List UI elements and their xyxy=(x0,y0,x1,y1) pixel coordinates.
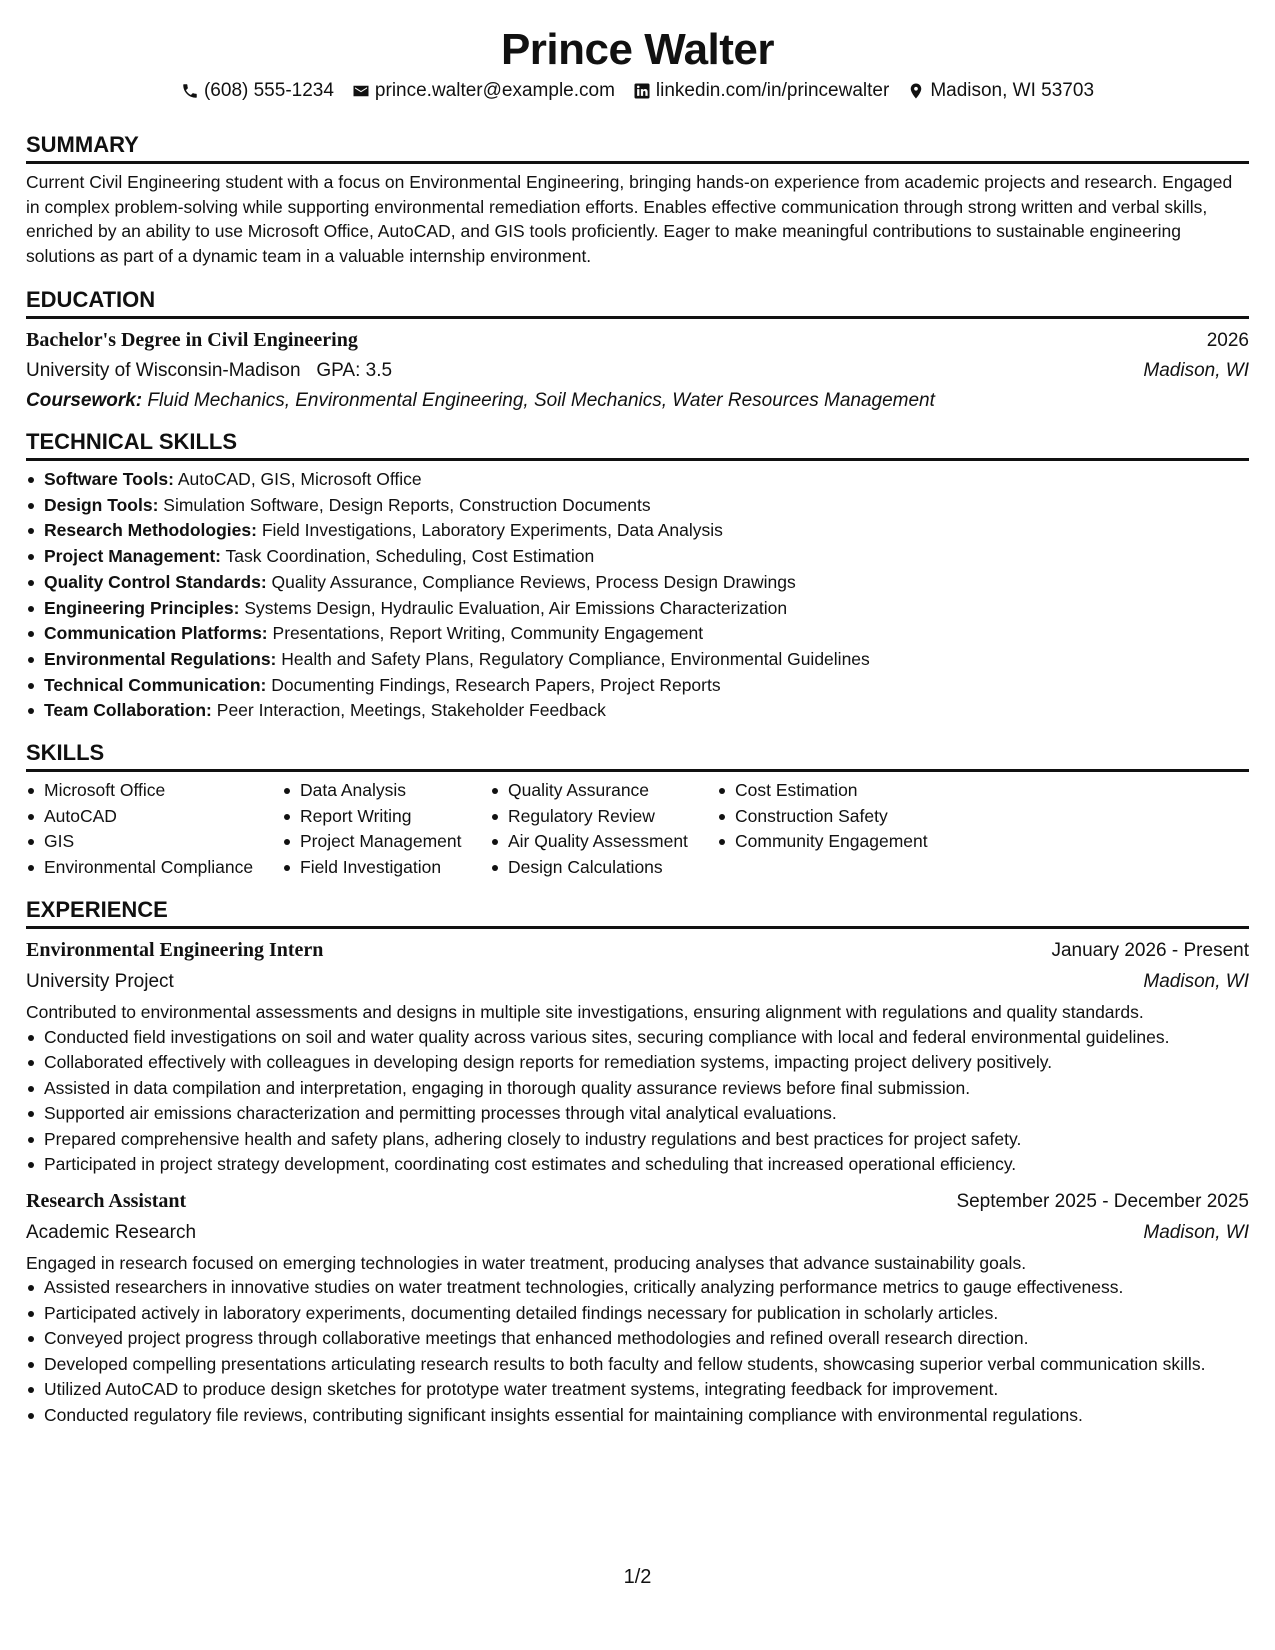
skill-category: Design Tools: xyxy=(44,494,159,515)
technical-skills-list xyxy=(26,467,1249,724)
list-item xyxy=(44,493,1249,519)
job-organization: University Project xyxy=(26,971,174,992)
contact-linkedin[interactable] xyxy=(633,79,889,103)
list-item xyxy=(44,596,1249,622)
email-text[interactable]: prince.walter@example.com xyxy=(374,80,615,101)
list-item xyxy=(44,570,1249,596)
skills-column xyxy=(717,778,965,881)
skills-column xyxy=(26,778,282,881)
skills-column xyxy=(490,778,717,881)
skill-category: Engineering Principles: xyxy=(44,597,240,618)
list-item: Conducted regulatory file reviews, contributing significant insights essential for maintaining compliance with environmental regulations. xyxy=(44,1403,1249,1428)
list-item: Assisted in data compilation and interpretation, engaging in thorough quality assurance reviews before final submission. xyxy=(44,1076,1249,1101)
experience-heading: EXPERIENCE xyxy=(26,896,1249,929)
list-item xyxy=(44,621,1249,647)
skill-values: Task Coordination, Scheduling, Cost Estimation xyxy=(225,546,595,567)
contact-location xyxy=(907,79,1094,103)
list-item: Environmental Compliance xyxy=(44,855,282,881)
coursework-list: Fluid Mechanics, Environmental Engineering, Soil Mechanics, Water Resources Management xyxy=(147,390,935,411)
experience-section xyxy=(26,896,1249,1428)
list-item xyxy=(44,673,1249,699)
job-dates: September 2025 - December 2025 xyxy=(956,1190,1249,1212)
list-item: Prepared comprehensive health and safety plans, adhering closely to industry regulations and best practices for project safety. xyxy=(44,1127,1249,1152)
skill-category: Research Methodologies: xyxy=(44,520,257,541)
job-entry xyxy=(26,1186,1249,1428)
resume-page xyxy=(26,0,1249,1650)
skill-values: Field Investigations, Laboratory Experiments, Data Analysis xyxy=(261,520,723,541)
list-item xyxy=(44,544,1249,570)
skill-values: Presentations, Report Writing, Community Engagement xyxy=(272,623,704,644)
school-line xyxy=(26,356,392,386)
summary-text: Current Civil Engineering student with a focus on Environmental Engineering, bringing hands-on experience from academic projects and research. Engaged in complex problem-solving while supporting environmental remediation efforts. Enables effective communication through strong written and verbal skills, enriched by an ability to use Microsoft Office, AutoCAD, and GIS tools proficiently. Eager to make meaningful contributions to sustainable engineering solutions as part of a dynamic team in a valuable internship environment. xyxy=(26,172,1233,266)
gpa: GPA: 3.5 xyxy=(316,360,393,381)
list-item: Conducted field investigations on soil and water quality across various sites, securing compliance with local and federal environmental guidelines. xyxy=(44,1025,1249,1050)
skills-grid xyxy=(26,778,1249,881)
list-item: Design Calculations xyxy=(508,855,717,881)
graduation-year: 2026 xyxy=(1206,330,1249,351)
phone-icon xyxy=(181,82,199,100)
job-organization: Academic Research xyxy=(26,1221,197,1243)
skill-category: Team Collaboration: xyxy=(44,700,212,721)
location-text: Madison, WI 53703 xyxy=(930,80,1095,101)
list-item: Quality Assurance xyxy=(508,778,717,804)
list-item xyxy=(44,467,1249,493)
skill-values: Documenting Findings, Research Papers, Project Reports xyxy=(271,674,721,695)
education-degree-row xyxy=(26,325,1249,356)
skills-section xyxy=(26,739,1249,881)
skill-values: Peer Interaction, Meetings, Stakeholder Feedback xyxy=(216,700,606,721)
job-title: Research Assistant xyxy=(26,1189,187,1212)
map-pin-icon xyxy=(907,82,925,100)
skills-heading: SKILLS xyxy=(26,739,1249,772)
skills-column xyxy=(282,778,490,881)
list-item: GIS xyxy=(44,829,282,855)
list-item: Collaborated effectively with colleagues in developing design reports for remediation systems, impacting project delivery positively. xyxy=(44,1050,1249,1075)
list-item: Data Analysis xyxy=(300,778,490,804)
envelope-icon xyxy=(352,82,370,100)
job-bullets xyxy=(26,1025,1249,1177)
school-name: University of Wisconsin-Madison xyxy=(26,360,301,381)
job-location: Madison, WI xyxy=(1143,971,1249,992)
school-location: Madison, WI xyxy=(1143,360,1249,381)
summary-heading: SUMMARY xyxy=(26,131,1249,164)
skill-values: Systems Design, Hydraulic Evaluation, Air Emissions Characterization xyxy=(244,597,788,618)
page-number: 1/2 xyxy=(623,1566,652,1588)
list-item: Assisted researchers in innovative studies on water treatment technologies, critically analyzing performance metrics to gauge effectiveness. xyxy=(44,1275,1249,1300)
skill-values: Health and Safety Plans, Regulatory Compliance, Environmental Guidelines xyxy=(281,648,870,669)
list-item: Construction Safety xyxy=(735,804,965,830)
education-heading: EDUCATION xyxy=(26,286,1249,319)
technical-skills-heading: TECHNICAL SKILLS xyxy=(26,428,1249,461)
list-item xyxy=(44,647,1249,673)
skill-category: Environmental Regulations: xyxy=(44,648,277,669)
list-item xyxy=(44,698,1249,724)
contact-email[interactable] xyxy=(352,79,615,103)
list-item: Participated actively in laboratory experiments, documenting detailed findings necessary for publication in scholarly articles. xyxy=(44,1301,1249,1326)
job-bullets xyxy=(26,1275,1249,1427)
education-section xyxy=(26,286,1249,416)
skill-category: Project Management: xyxy=(44,546,221,567)
list-item: Community Engagement xyxy=(735,829,965,855)
job-title-row xyxy=(26,1186,1249,1217)
candidate-name: Prince Walter xyxy=(500,25,775,74)
coursework-line xyxy=(26,386,1249,416)
list-item xyxy=(44,518,1249,544)
skill-values: AutoCAD, GIS, Microsoft Office xyxy=(177,469,422,489)
list-item: Conveyed project progress through collaborative meetings that enhanced methodologies and refined overall research direction. xyxy=(44,1326,1249,1351)
job-title: Environmental Engineering Intern xyxy=(26,939,324,961)
skill-values: Quality Assurance, Compliance Reviews, Process Design Drawings xyxy=(271,571,796,592)
list-item: Regulatory Review xyxy=(508,804,717,830)
skill-category: Technical Communication: xyxy=(44,674,267,695)
summary-section xyxy=(26,131,1249,268)
job-summary: Engaged in research focused on emerging technologies in water treatment, producing analyses that advance sustainability goals. xyxy=(26,1252,1027,1273)
list-item: Microsoft Office xyxy=(44,778,282,804)
phone-text: (608) 555-1234 xyxy=(203,80,334,101)
job-location: Madison, WI xyxy=(1143,1221,1249,1243)
job-org-row xyxy=(26,1217,1249,1249)
linkedin-icon xyxy=(633,82,651,100)
job-dates: January 2026 - Present xyxy=(1051,940,1249,961)
coursework-label: Coursework: xyxy=(26,390,143,411)
list-item: Project Management xyxy=(300,829,490,855)
job-summary: Contributed to environmental assessments and designs in multiple site investigations, ensuring alignment with regulations and quality standards. xyxy=(26,1002,1144,1022)
degree-title: Bachelor's Degree in Civil Engineering xyxy=(26,329,358,351)
linkedin-text[interactable]: linkedin.com/in/princewalter xyxy=(655,80,890,101)
job-entry xyxy=(26,935,1249,1177)
contact-bar xyxy=(26,79,1249,103)
skill-category: Communication Platforms: xyxy=(44,623,268,644)
list-item: Supported air emissions characterization and permitting processes through vital analytical evaluations. xyxy=(44,1101,1249,1126)
skill-category: Quality Control Standards: xyxy=(44,571,267,592)
list-item: Report Writing xyxy=(300,804,490,830)
contact-phone xyxy=(181,79,334,103)
list-item: Participated in project strategy development, coordinating cost estimates and scheduling that increased operational efficiency. xyxy=(44,1152,1249,1177)
education-school-row xyxy=(26,356,1249,386)
technical-skills-section xyxy=(26,428,1249,724)
list-item: Air Quality Assessment xyxy=(508,829,717,855)
job-title-row xyxy=(26,935,1249,966)
list-item: Utilized AutoCAD to produce design sketches for prototype water treatment systems, integrating feedback for improvement. xyxy=(44,1377,1249,1402)
job-org-row xyxy=(26,966,1249,998)
list-item: AutoCAD xyxy=(44,804,282,830)
list-item: Developed compelling presentations articulating research results to both faculty and fellow students, showcasing superior verbal communication skills. xyxy=(44,1352,1249,1377)
skill-values: Simulation Software, Design Reports, Construction Documents xyxy=(163,494,651,515)
list-item: Field Investigation xyxy=(300,855,490,881)
list-item: Cost Estimation xyxy=(735,778,965,804)
skill-category: Software Tools: xyxy=(44,469,174,489)
